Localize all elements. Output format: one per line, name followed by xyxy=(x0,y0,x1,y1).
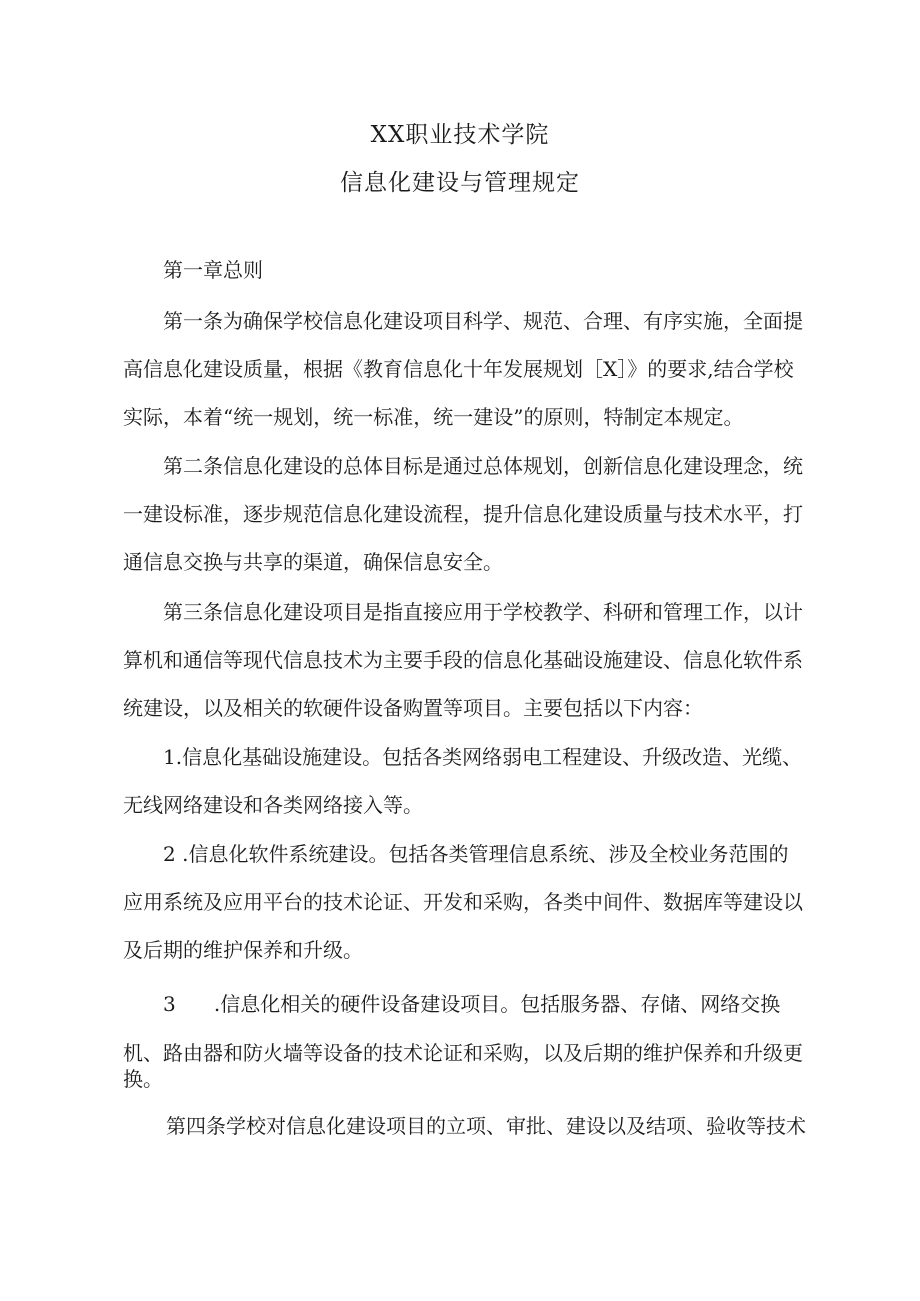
article-4-line-1: 第四条学校对信息化建设项目的立项、审批、建设以及结项、验收等技术 xyxy=(166,1114,806,1138)
article-2-line-1: 第二条信息化建设的总体目标是通过总体规划，创新信息化建设理念，统 xyxy=(163,454,803,478)
document-title-institution: XX职业技术学院 xyxy=(370,122,550,148)
article-1-line-3: 实际，本着“统一规划，统一标准，统一建设”的原则，特制定本规定。 xyxy=(123,405,744,429)
item-2-line-3: 及后期的维护保养和升级。 xyxy=(123,938,363,962)
article-1-line-2: 高信息化建设质量，根据《教育信息化十年发展规划［X］》的要求,结合学校 xyxy=(123,357,794,381)
article-3-line-3: 统建设，以及相关的软硬件设备购置等项目。主要包括以下内容： xyxy=(123,696,703,720)
item-3-line-2: 机、路由器和防火墙等设备的技术论证和采购，以及后期的维护保养和升级更 xyxy=(123,1041,803,1065)
item-3-line-1: 3 .信息化相关的硬件设备建设项目。包括服务器、存储、网络交换 xyxy=(163,992,781,1016)
item-2-line-1: 2 .信息化软件系统建设。包括各类管理信息系统、涉及全校业务范围的 xyxy=(163,842,789,866)
article-1-line-1: 第一条为确保学校信息化建设项目科学、规范、合理、有序实施，全面提 xyxy=(163,309,803,333)
chapter-heading: 第一章总则 xyxy=(163,258,263,282)
item-1-line-2: 无线网络建设和各类网络接入等。 xyxy=(123,793,423,817)
item-2-line-2: 应用系统及应用平台的技术论证、开发和采购，各类中间件、数据库等建设以 xyxy=(123,890,803,914)
article-2-line-2: 一建设标准，逐步规范信息化建设流程，提升信息化建设质量与技术水平，打 xyxy=(123,502,803,526)
article-2-line-3: 通信息交换与共享的渠道，确保信息安全。 xyxy=(123,550,503,574)
item-3-line-3: 换。 xyxy=(123,1067,163,1091)
article-3-line-2: 算机和通信等现代信息技术为主要手段的信息化基础设施建设、信息化软件系 xyxy=(123,648,803,672)
document-title-regulation: 信息化建设与管理规定 xyxy=(340,170,580,196)
item-1-line-1: 1.信息化基础设施建设。包括各类网络弱电工程建设、升级改造、光缆、 xyxy=(163,745,803,769)
article-3-line-1: 第三条信息化建设项目是指直接应用于学校教学、科研和管理工作，以计 xyxy=(163,600,803,624)
